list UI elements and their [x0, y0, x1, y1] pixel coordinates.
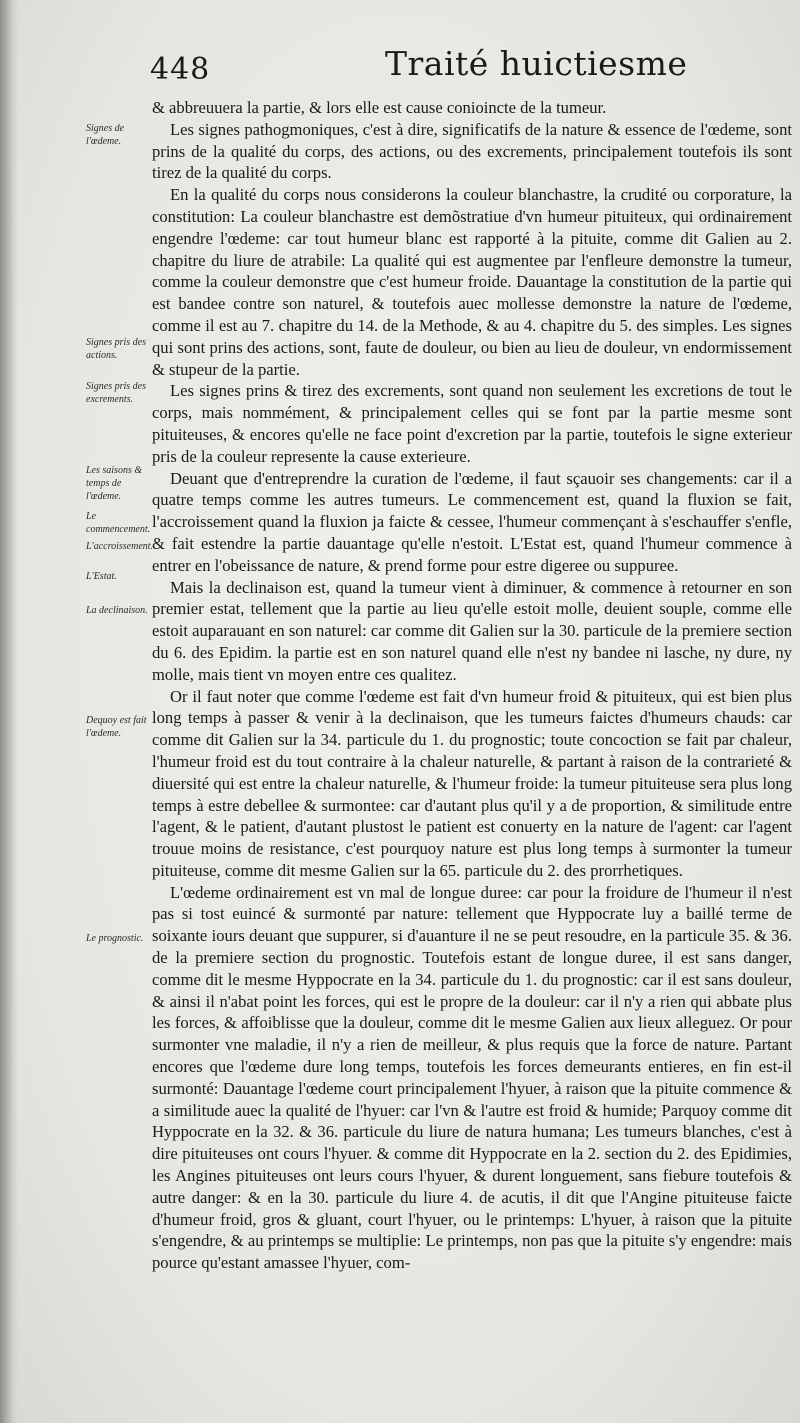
sidenote-saisons: Les saisons & temps de l'œdeme.: [86, 465, 143, 502]
paragraph: En la qualité du corps nous considerons la couleur blanchastre, la crudité ou corporature, la constitution: La couleur blanchastre est demõstratiue d'vn humeur pituiteux, qui ordinairement engendre l'œdeme: car tout humeur blanc est rapporté à la pituite, comme dit Galien au 2. chapitre du liure de atrabile: La qualité qui est augmentee par l'enfleure demonstre la tumeur, comme la couleur demonstre que c'est humeur froide. Dauantage la constitution de la partie qui est bandee contre son naturel, & toutefois auec mollesse demonstre la nature de l'œdeme, comme il est au 7. chapitre du 14. de la Methode, & au 4. chapitre du 5. des simples. Les signes qui sont prins des actions, sont, faute de douleur, ou bien au lieu de douleur, vn endormissement & stupeur de la partie.: [152, 185, 792, 379]
paragraph: Deuant que d'entreprendre la curation de l'œdeme, il faut sçauoir ses changements: car il a quatre temps comme les autres tumeurs. Le commencement est, quand la fluxion se fait, l'accroissement quand la fluxion ja faicte & cessee, l'humeur commençant à s'eschauffer s'enfle, & fait estendre la partie dauantage qu'elle n'estoit. L'Estat est, quand l'humeur commence à entrer en l'obeissance de nature, & prend forme pour estre digeree ou suppuree.: [152, 468, 792, 575]
sidenote-estat: L'Estat.: [86, 571, 117, 582]
sidenote-commencement: Le commencement.: [86, 511, 151, 535]
page-gutter-shadow: [0, 0, 18, 1423]
paragraph: Les signes prins & tirez des excrements, sont quand non seulement les excretions de tout le corps, mais nommément, & principalement celles qui se font par la partie mesme sont pituiteuses, & encores qu'elle ne face point d'excretion par la partie, toutefois le signe exterieur pris de la couleur represente la cause exterieure.: [152, 381, 792, 466]
sidenote-actions: Signes pris des actions.: [86, 337, 146, 361]
sidenote-dequoy: Dequoy est fait l'œdeme.: [86, 715, 147, 739]
paragraph: L'œdeme ordinairement est vn mal de longue duree: car pour la froidure de l'humeur il n'est pas si tost euincé & surmonté par nature: tellement que Hyppocrate luy a baillé terme de soixante iours deuant que suppurer, si d'auanture il ne se peut resoudre, en la particule 35. & 36. de la premiere section du prognostic. Toutefois estant de longue duree, il est sans danger, comme dit le mesme Hyppocrate en la 34. particule du 1. du prognostic: car il est sans douleur, & ainsi il n'abat point les forces, qui est le propre de la douleur: car il n'y a rien qui abbate plus les forces, & affoiblisse que la douleur, comme dit le mesme Galien aux lieux alleguez. Or pour surmonter vne maladie, il n'y a rien de meilleur, & plus requis que la force de nature. Partant encores que l'œdeme dure long temps, toutefois les forces demeurants entieres, en fin est-il surmonté: Dauantage l'œdeme court principalement l'hyuer, à raison que la pituite commence & a similitude auec la qualité de l'hyuer: car l'vn & l'autre est froid & humide; Parquoy comme dit Hyppocrate en la 32. & 36. particule du liure de natura humana; Les tumeurs blanches, c'est à dire pituiteuses ont cours l'hyuer. & comme dit Hyppocrate en la 2. section du 2. des Epidimies, les Angines pituiteuses ont leurs cours l'hyuer, & durent longuement, sans fiebure toutefois & autre danger: & en la 30. particule du liure 4. de acutis, il dit que l'Angine pituiteuse faicte d'humeur froid, gros & gluant, court l'hyuer, ou le printemps: L'hyuer, à raison que la pituite s'engendre, & au printemps se multiplie: Le printemps, non pas que la pituite s'y engendre: mais pource qu'estant amassee l'hyuer, com-: [152, 882, 792, 1273]
paragraph: Mais la declinaison est, quand la tumeur vient à diminuer, & commence à retourner en son premier estat, tellement que la partie au lieu qu'elle estoit molle, deuient souple, comme elle estoit auparauant en son naturel: car comme dit Galien sur la 30. particule de la premiere section du 6. des Epidim. la partie est en son naturel quand elle n'est ny bandee ni lasche, ny dure, ny molle, mais tient vn moyen entre ces qualitez.: [152, 577, 792, 684]
sidenote-excrements: Signes pris des excrements.: [86, 381, 146, 405]
paragraph: & abbreuuera la partie, & lors elle est cause conioincte de la tumeur.: [152, 98, 607, 117]
sidenote-accroissement: L'accroissement.: [86, 541, 154, 552]
sidenote-prognostic: Le prognostic.: [86, 933, 144, 944]
sidenote-signes: Signes de l'œdeme.: [86, 123, 125, 147]
main-text: [152, 97, 792, 1415]
paragraph: Les signes pathogmoniques, c'est à dire, significatifs de la nature & essence de l'œdeme, sont prins de la qualité du corps, des actions, ou des excrements, principalement toutefois ils sont tirez de la qualité du corps.: [152, 119, 792, 183]
sidenote-declinaison: La declinaison.: [86, 605, 148, 616]
paragraph: Or il faut noter que comme l'œdeme est fait d'vn humeur froid & pituiteux, qui est bien plus long temps à passer & venir à la declinaison, que les tumeurs faictes d'humeurs chauds: car comme dit Galien sur la 34. particule du 1. du prognostic; toute concoction se fait par chaleur, l'humeur froid est du tout contraire à la chaleur naturelle, & partant à raison de la contrarieté & diuersité qui est entre la chaleur naturelle, & l'humeur froide: la tumeur pituiteuse sera plus long temps à estre debellee & surmontee: car d'autant plus qu'il y a de proportion, & similitude entre l'agent, & le patient, d'autant plustost le patient est conuerty en la nature de l'agent: car l'agent trouue moins de resistance, c'est pourquoy nature est plus long temps à surmonter la tumeur pituiteuse, comme dit mesme Galien sur la 65. particule du 2. des prorrhetiques.: [152, 686, 792, 880]
running-head: Traité huictiesme: [385, 44, 688, 83]
page-number: 448: [150, 52, 211, 87]
